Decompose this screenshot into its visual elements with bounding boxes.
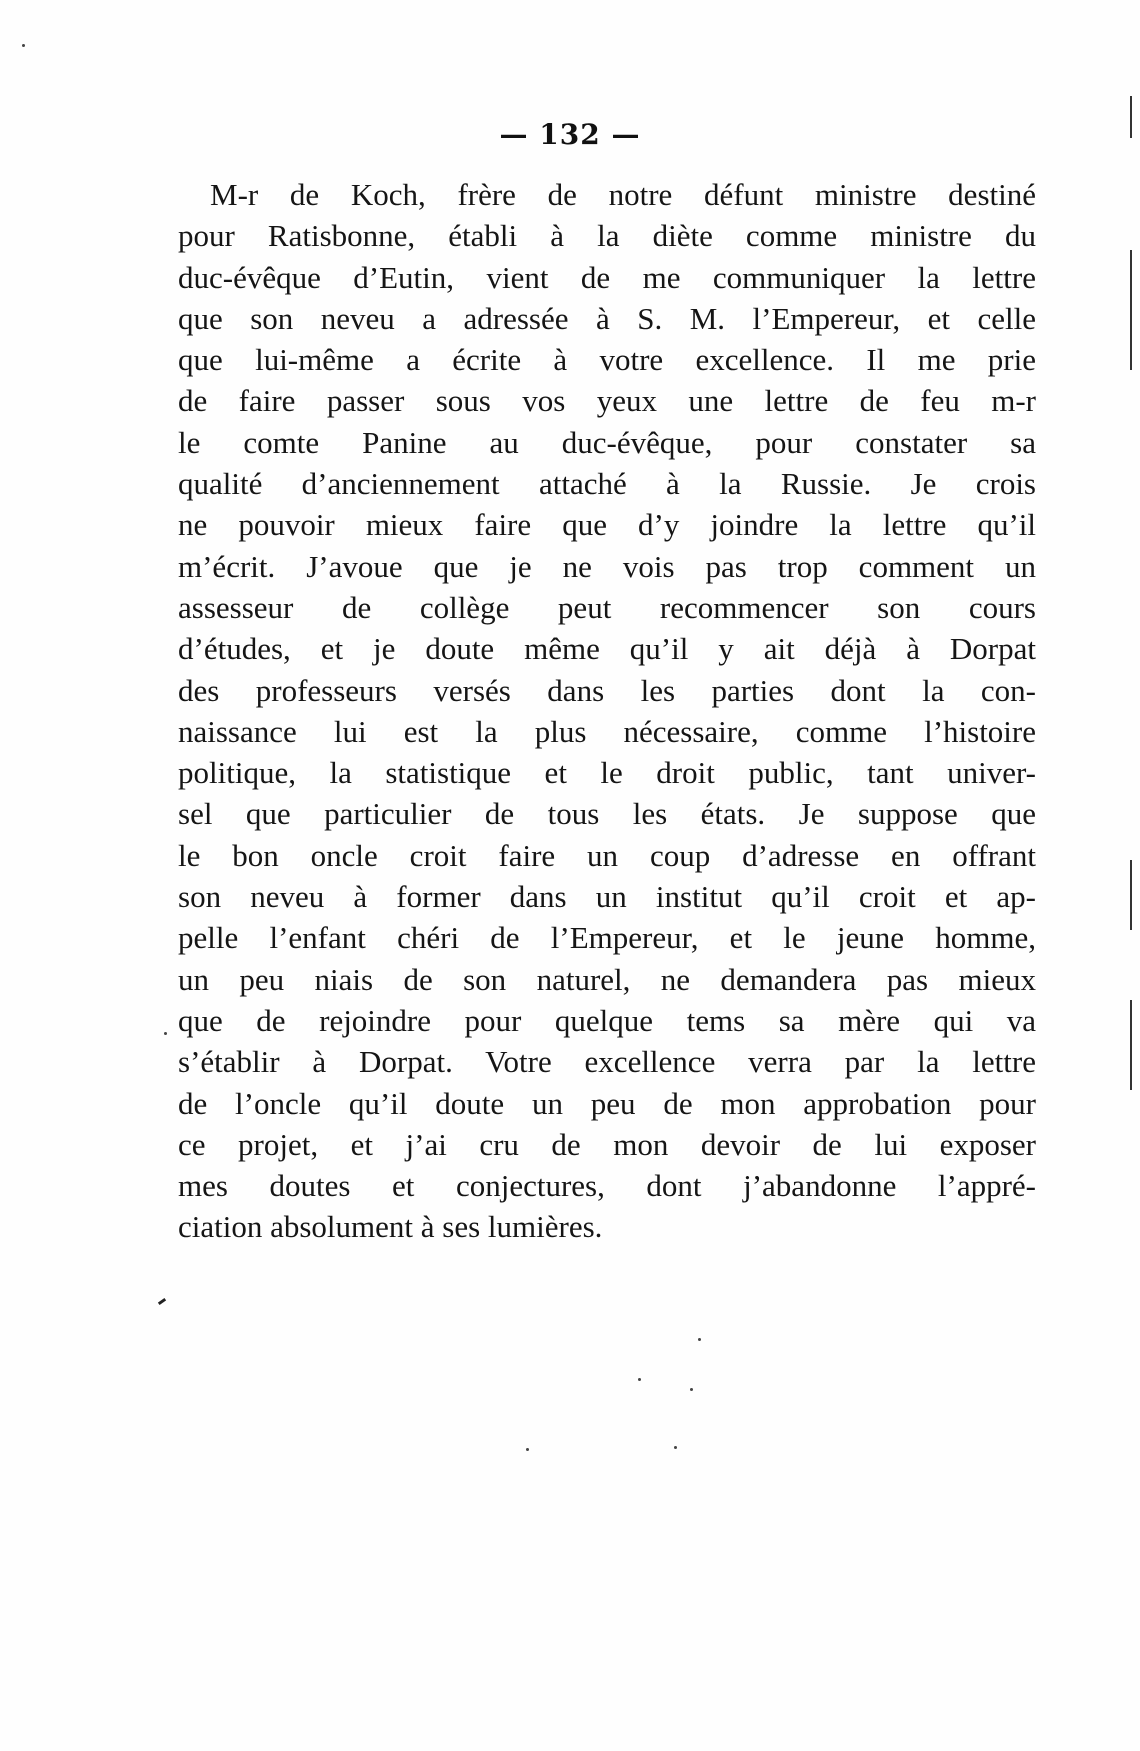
scan-edge-mark xyxy=(1130,250,1132,370)
text-line: mes doutes et conjectures, dont j’abandonne l’appré- xyxy=(178,1168,1036,1204)
scan-speck xyxy=(526,1448,529,1451)
text-line: qualité d’anciennement attaché à la Russie. Je crois xyxy=(178,466,1036,502)
scan-edge-mark xyxy=(1130,860,1132,930)
scan-speck xyxy=(690,1388,693,1391)
text-line: ce projet, et j’ai cru de mon devoir de lui exposer xyxy=(178,1126,1036,1162)
scan-speck xyxy=(164,1032,167,1035)
text-line: duc-évêque d’Eutin, vient de me communiquer la lettre xyxy=(178,259,1036,295)
text-line: s’établir à Dorpat. Votre excellence verra par la lettre xyxy=(178,1044,1036,1080)
page-number: — 132 — xyxy=(499,118,641,151)
text-line: de faire passer sous vos yeux une lettre de feu m-r xyxy=(178,383,1036,419)
letter-body xyxy=(178,174,1036,1248)
text-line: son neveu à former dans un institut qu’il croit et ap- xyxy=(178,879,1036,915)
text-line: le bon oncle croit faire un coup d’adresse en offrant xyxy=(178,837,1036,873)
scan-speck xyxy=(22,44,25,47)
scan-speck xyxy=(674,1446,677,1449)
scan-speck xyxy=(698,1338,701,1341)
scan-edge-mark xyxy=(1130,1000,1132,1090)
text-line: m’écrit. J’avoue que je ne vois pas trop comment un xyxy=(178,548,1036,584)
text-line: d’études, et je doute même qu’il y ait déjà à Dorpat xyxy=(178,631,1036,667)
text-line: des professeurs versés dans les parties dont la con- xyxy=(178,672,1036,708)
text-line: un peu niais de son naturel, ne demandera pas mieux xyxy=(178,961,1036,997)
text-line: politique, la statistique et le droit public, tant univer- xyxy=(178,755,1036,791)
text-line: ciation absolument à ses lumières. xyxy=(178,1209,603,1245)
text-line: que lui-même a écrite à votre excellence. Il me prie xyxy=(178,342,1036,378)
scan-mark xyxy=(158,1298,166,1305)
scan-speck xyxy=(638,1378,641,1381)
text-line: assesseur de collège peut recommencer son cours xyxy=(178,589,1036,625)
text-line: naissance lui est la plus nécessaire, comme l’histoire xyxy=(178,713,1036,749)
text-line: que son neveu a adressée à S. M. l’Empereur, et celle xyxy=(178,300,1036,336)
text-line: que de rejoindre pour quelque tems sa mère qui va xyxy=(178,1002,1036,1038)
scan-edge-mark xyxy=(1130,96,1132,138)
text-line: ne pouvoir mieux faire que d’y joindre la lettre qu’il xyxy=(178,507,1036,543)
text-line: pour Ratisbonne, établi à la diète comme ministre du xyxy=(178,218,1036,254)
text-line: sel que particulier de tous les états. Je suppose que xyxy=(178,796,1036,832)
text-line: de l’oncle qu’il doute un peu de mon approbation pour xyxy=(178,1085,1036,1121)
text-line: pelle l’enfant chéri de l’Empereur, et le jeune homme, xyxy=(178,920,1036,956)
text-line: le comte Panine au duc-évêque, pour constater sa xyxy=(178,424,1036,460)
text-line: M-r de Koch, frère de notre défunt ministre destiné xyxy=(210,177,1036,212)
